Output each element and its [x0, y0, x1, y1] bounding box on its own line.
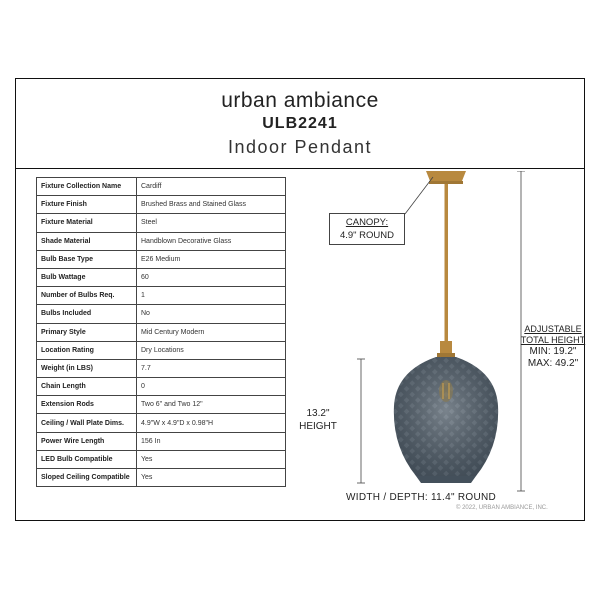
- spec-row: [37, 450, 286, 468]
- spec-label: Fixture Finish: [37, 196, 137, 214]
- spec-row: [37, 305, 286, 323]
- adjustable-line1: ADJUSTABLE: [524, 324, 582, 334]
- adjustable-line2: TOTAL HEIGHT: [520, 335, 586, 345]
- brand-name: urban ambiance: [221, 89, 379, 112]
- spec-value: Brushed Brass and Stained Glass: [137, 196, 286, 214]
- spec-row: [37, 359, 286, 377]
- spec-value: Cardiff: [137, 178, 286, 196]
- spec-value: 4.9"W x 4.9"D x 0.98"H: [137, 414, 286, 432]
- spec-row: [37, 432, 286, 450]
- spec-value: 0: [137, 378, 286, 396]
- spec-label: Bulbs Included: [37, 305, 137, 323]
- spec-row: [37, 414, 286, 432]
- spec-sheet: [15, 78, 585, 521]
- spec-value: 60: [137, 268, 286, 286]
- spec-label: Location Rating: [37, 341, 137, 359]
- extension-rod: [445, 184, 449, 344]
- spec-value: Yes: [137, 450, 286, 468]
- spec-row: [37, 214, 286, 232]
- max-height: MAX: 49.2": [527, 358, 579, 369]
- height-label: HEIGHT: [299, 421, 337, 432]
- total-height-annotation: [518, 324, 588, 370]
- spec-label: Weight (in LBS): [37, 359, 137, 377]
- spec-row: [37, 469, 286, 487]
- spec-label: Bulb Wattage: [37, 268, 137, 286]
- spec-value: 156 In: [137, 432, 286, 450]
- spec-label: Fixture Collection Name: [37, 178, 137, 196]
- header: [16, 79, 584, 169]
- spec-row: [37, 268, 286, 286]
- spec-row: [37, 341, 286, 359]
- spec-value: Steel: [137, 214, 286, 232]
- spec-value: Two 6" and Two 12": [137, 396, 286, 414]
- spec-label: Primary Style: [37, 323, 137, 341]
- spec-value: 7.7: [137, 359, 286, 377]
- canopy-dimension: [329, 213, 405, 245]
- model-number: ULB2241: [262, 115, 338, 132]
- spec-value: Yes: [137, 469, 286, 487]
- spec-label: Sloped Ceiling Compatible: [37, 469, 137, 487]
- shade-height-annotation: [293, 407, 343, 433]
- spec-label: Power Wire Length: [37, 432, 137, 450]
- height-value: 13.2": [306, 408, 330, 419]
- spec-label: Fixture Material: [37, 214, 137, 232]
- spec-value: 1: [137, 287, 286, 305]
- canopy-title: CANOPY:: [345, 217, 389, 228]
- spec-row: [37, 232, 286, 250]
- spec-row: [37, 196, 286, 214]
- spec-label: Extension Rods: [37, 396, 137, 414]
- canopy-value: 4.9" ROUND: [339, 230, 395, 241]
- spec-value: No: [137, 305, 286, 323]
- spec-row: [37, 178, 286, 196]
- spec-label: Bulb Base Type: [37, 250, 137, 268]
- spec-row: [37, 396, 286, 414]
- spec-row: [37, 250, 286, 268]
- spec-value: E26 Medium: [137, 250, 286, 268]
- copyright-text: © 2022, URBAN AMBIANCE, INC.: [456, 505, 548, 511]
- spec-label: LED Bulb Compatible: [37, 450, 137, 468]
- spec-label: Shade Material: [37, 232, 137, 250]
- spec-value: Dry Locations: [137, 341, 286, 359]
- product-type: Indoor Pendant: [227, 137, 373, 157]
- spec-label: Chain Length: [37, 378, 137, 396]
- spec-row: [37, 323, 286, 341]
- spec-row: [37, 287, 286, 305]
- canopy: [426, 171, 466, 181]
- spec-table: [36, 177, 286, 487]
- spec-row: [37, 378, 286, 396]
- spec-label: Number of Bulbs Req.: [37, 287, 137, 305]
- spec-value: Mid Century Modern: [137, 323, 286, 341]
- spec-label: Ceiling / Wall Plate Dims.: [37, 414, 137, 432]
- width-depth-annotation: WIDTH / DEPTH: 11.4" ROUND: [346, 492, 497, 503]
- spec-value: Handblown Decorative Glass: [137, 232, 286, 250]
- min-height: MIN: 19.2": [529, 346, 577, 357]
